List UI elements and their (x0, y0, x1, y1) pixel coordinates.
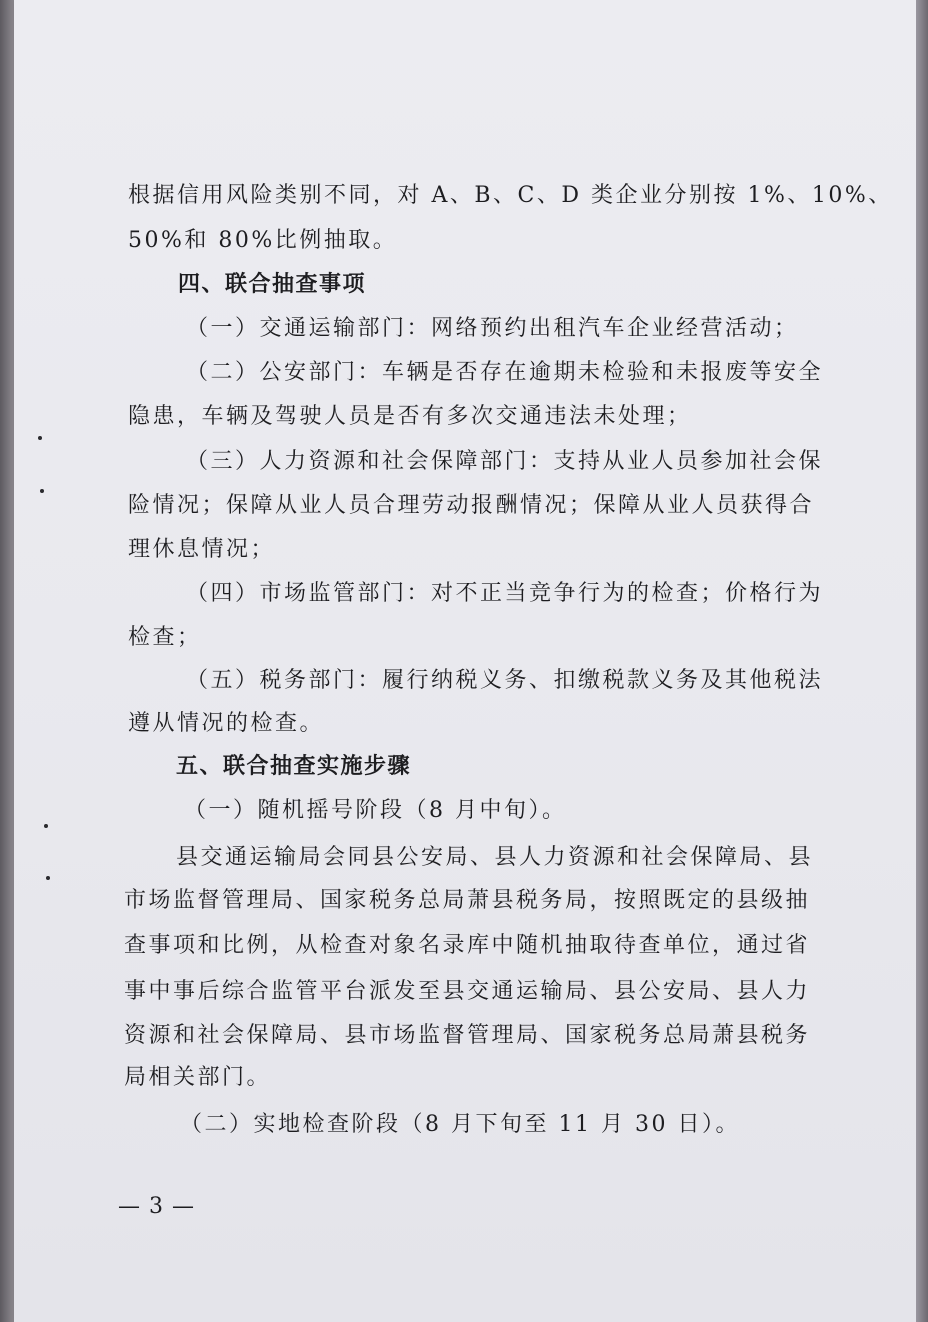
body-line: （一）随机摇号阶段（8 月中旬）。 (184, 798, 567, 823)
body-line: 县交通运输局会同县公安局、县人力资源和社会保障局、县 (176, 845, 814, 870)
section-heading: 四、联合抽查事项 (178, 272, 367, 297)
body-line: 险情况；保障从业人员合理劳动报酬情况；保障从业人员获得合 (128, 493, 815, 518)
page-number: — 3 — (118, 1194, 195, 1219)
body-line: 事中事后综合监管平台派发至县交通运输局、县公安局、县人力 (124, 979, 811, 1004)
body-line: （一）交通运输部门：网络预约出租汽车企业经营活动； (186, 316, 799, 341)
body-line: 查事项和比例，从检查对象名录库中随机抽取待查单位，通过省 (124, 933, 811, 958)
body-line: 根据信用风险类别不同，对 A、B、C、D 类企业分别按 1%、10%、 (128, 183, 893, 208)
body-line: 局相关部门。 (124, 1065, 272, 1090)
body-line: 理休息情况； (128, 537, 276, 562)
body-line: （二）公安部门：车辆是否存在逾期未检验和未报废等安全 (186, 360, 824, 385)
body-line: （五）税务部门：履行纳税义务、扣缴税款义务及其他税法 (186, 668, 824, 693)
body-line: （三）人力资源和社会保障部门：支持从业人员参加社会保 (186, 449, 824, 474)
body-line: 遵从情况的检查。 (128, 711, 325, 736)
body-line: 市场监督管理局、国家税务总局萧县税务局，按照既定的县级抽 (124, 888, 811, 913)
section-heading: 五、联合抽查实施步骤 (176, 754, 412, 779)
body-line: 隐患，车辆及驾驶人员是否有多次交通违法未处理； (128, 404, 692, 429)
body-line: （二）实地检查阶段（8 月下旬至 11 月 30 日）。 (180, 1112, 740, 1137)
body-line: 50%和 80%比例抽取。 (128, 228, 398, 253)
body-line: 检查； (128, 625, 202, 650)
body-line: （四）市场监管部门：对不正当竞争行为的检查；价格行为 (186, 581, 824, 606)
body-line: 资源和社会保障局、县市场监督管理局、国家税务总局萧县税务 (124, 1023, 811, 1048)
